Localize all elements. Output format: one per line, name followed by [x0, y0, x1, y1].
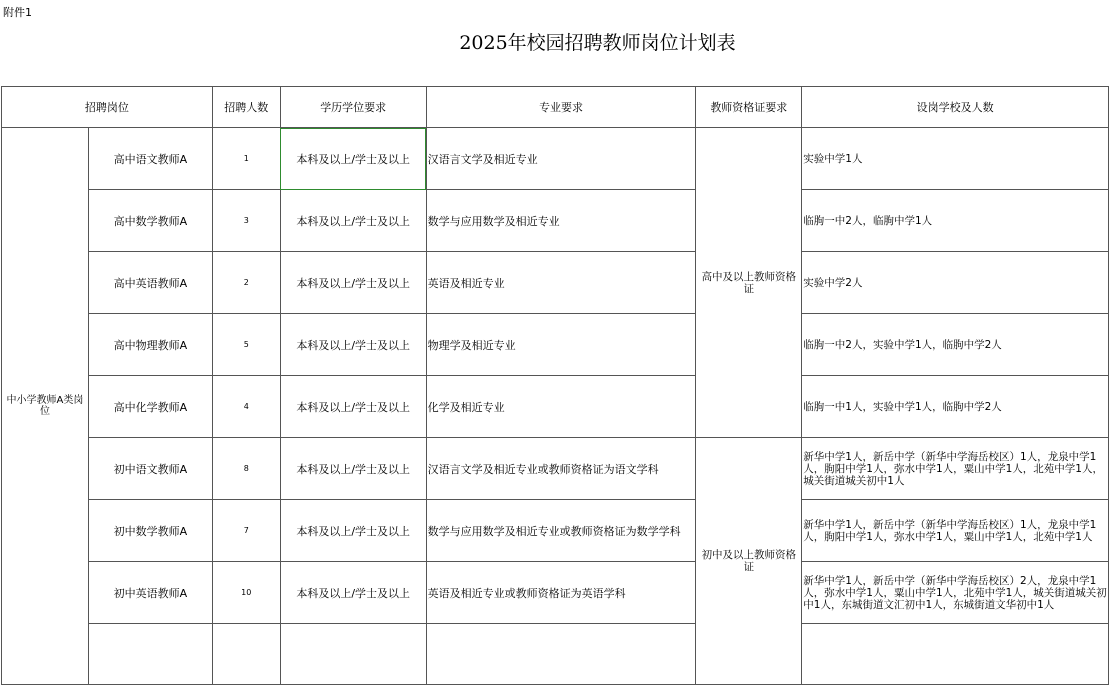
major-cell[interactable]: 物理学及相近专业: [426, 314, 696, 376]
header-degree[interactable]: 学历学位要求: [280, 87, 426, 128]
major-cell[interactable]: 汉语言文学及相近专业或教师资格证为语文学科: [426, 438, 696, 500]
header-post[interactable]: 招聘岗位: [2, 87, 213, 128]
schools-cell[interactable]: 新华中学1人，新岳中学（新华中学海岳校区）1人，龙泉中学1人，朐阳中学1人，弥水中学1人，粟山中学1人，北苑中学1人: [802, 500, 1109, 562]
table-row: [2, 438, 1109, 500]
post-cell[interactable]: 高中语文教师A: [88, 128, 212, 190]
count-cell[interactable]: 3: [212, 190, 280, 252]
major-cell[interactable]: 英语及相近专业: [426, 252, 696, 314]
schools-cell[interactable]: 实验中学2人: [802, 252, 1109, 314]
header-cert[interactable]: 教师资格证要求: [696, 87, 802, 128]
table-row: [2, 376, 1109, 438]
cert-cell[interactable]: 高中及以上教师资格证: [696, 128, 802, 438]
degree-cell-empty[interactable]: [280, 624, 426, 685]
major-cell[interactable]: 英语及相近专业或教师资格证为英语学科: [426, 562, 696, 624]
post-cell[interactable]: 初中语文教师A: [88, 438, 212, 500]
attachment-label: 附件1: [3, 6, 32, 19]
count-cell[interactable]: 8: [212, 438, 280, 500]
post-cell[interactable]: 高中英语教师A: [88, 252, 212, 314]
header-major[interactable]: 专业要求: [426, 87, 696, 128]
page-title: 2025年校园招聘教师岗位计划表: [459, 32, 736, 54]
table-row: [2, 500, 1109, 562]
header-count[interactable]: 招聘人数: [212, 87, 280, 128]
count-cell[interactable]: 5: [212, 314, 280, 376]
post-cell[interactable]: 高中化学教师A: [88, 376, 212, 438]
category-cell[interactable]: 中小学教师A类岗位: [2, 128, 89, 685]
post-cell[interactable]: 高中数学教师A: [88, 190, 212, 252]
degree-cell[interactable]: 本科及以上/学士及以上: [280, 376, 426, 438]
degree-cell[interactable]: 本科及以上/学士及以上: [280, 314, 426, 376]
table-row: [2, 562, 1109, 624]
major-cell[interactable]: 数学与应用数学及相近专业: [426, 190, 696, 252]
post-cell[interactable]: 初中英语教师A: [88, 562, 212, 624]
table-header-row: [2, 87, 1109, 128]
degree-cell[interactable]: 本科及以上/学士及以上: [280, 190, 426, 252]
schools-cell-empty[interactable]: [802, 624, 1109, 685]
schools-cell[interactable]: 新华中学1人，新岳中学（新华中学海岳校区）1人，龙泉中学1人，朐阳中学1人，弥水中学1人，粟山中学1人，北苑中学1人，城关街道城关初中1人: [802, 438, 1109, 500]
header-schools[interactable]: 设岗学校及人数: [802, 87, 1109, 128]
degree-cell[interactable]: 本科及以上/学士及以上: [280, 438, 426, 500]
count-cell[interactable]: 4: [212, 376, 280, 438]
post-cell[interactable]: 初中数学教师A: [88, 500, 212, 562]
major-cell[interactable]: 数学与应用数学及相近专业或教师资格证为数学学科: [426, 500, 696, 562]
schools-cell[interactable]: 临朐一中2人，临朐中学1人: [802, 190, 1109, 252]
major-cell-empty[interactable]: [426, 624, 696, 685]
count-cell-empty[interactable]: [212, 624, 280, 685]
count-cell[interactable]: 10: [212, 562, 280, 624]
table-row: [2, 128, 1109, 190]
count-cell[interactable]: 1: [212, 128, 280, 190]
cert-cell[interactable]: 初中及以上教师资格证: [696, 438, 802, 685]
count-cell[interactable]: 2: [212, 252, 280, 314]
degree-cell[interactable]: 本科及以上/学士及以上: [280, 500, 426, 562]
schools-cell[interactable]: 新华中学1人，新岳中学（新华中学海岳校区）2人，龙泉中学1人，弥水中学1人，粟山中学1人，北苑中学1人，城关街道城关初中1人，东城街道文汇初中1人，东城街道文华初中1人: [802, 562, 1109, 624]
degree-cell[interactable]: 本科及以上/学士及以上: [280, 252, 426, 314]
count-cell[interactable]: 7: [212, 500, 280, 562]
recruitment-table: [1, 86, 1109, 685]
degree-cell[interactable]: 本科及以上/学士及以上: [280, 562, 426, 624]
post-cell[interactable]: 高中物理教师A: [88, 314, 212, 376]
schools-cell[interactable]: 实验中学1人: [802, 128, 1109, 190]
table-row: [2, 314, 1109, 376]
major-cell[interactable]: 化学及相近专业: [426, 376, 696, 438]
schools-cell[interactable]: 临朐一中1人，实验中学1人，临朐中学2人: [802, 376, 1109, 438]
table-row-partial: [2, 624, 1109, 685]
schools-cell[interactable]: 临朐一中2人，实验中学1人，临朐中学2人: [802, 314, 1109, 376]
post-cell-empty[interactable]: [88, 624, 212, 685]
degree-cell-selected[interactable]: 本科及以上/学士及以上: [280, 128, 426, 190]
major-cell[interactable]: 汉语言文学及相近专业: [426, 128, 696, 190]
table-row: [2, 252, 1109, 314]
table-row: [2, 190, 1109, 252]
